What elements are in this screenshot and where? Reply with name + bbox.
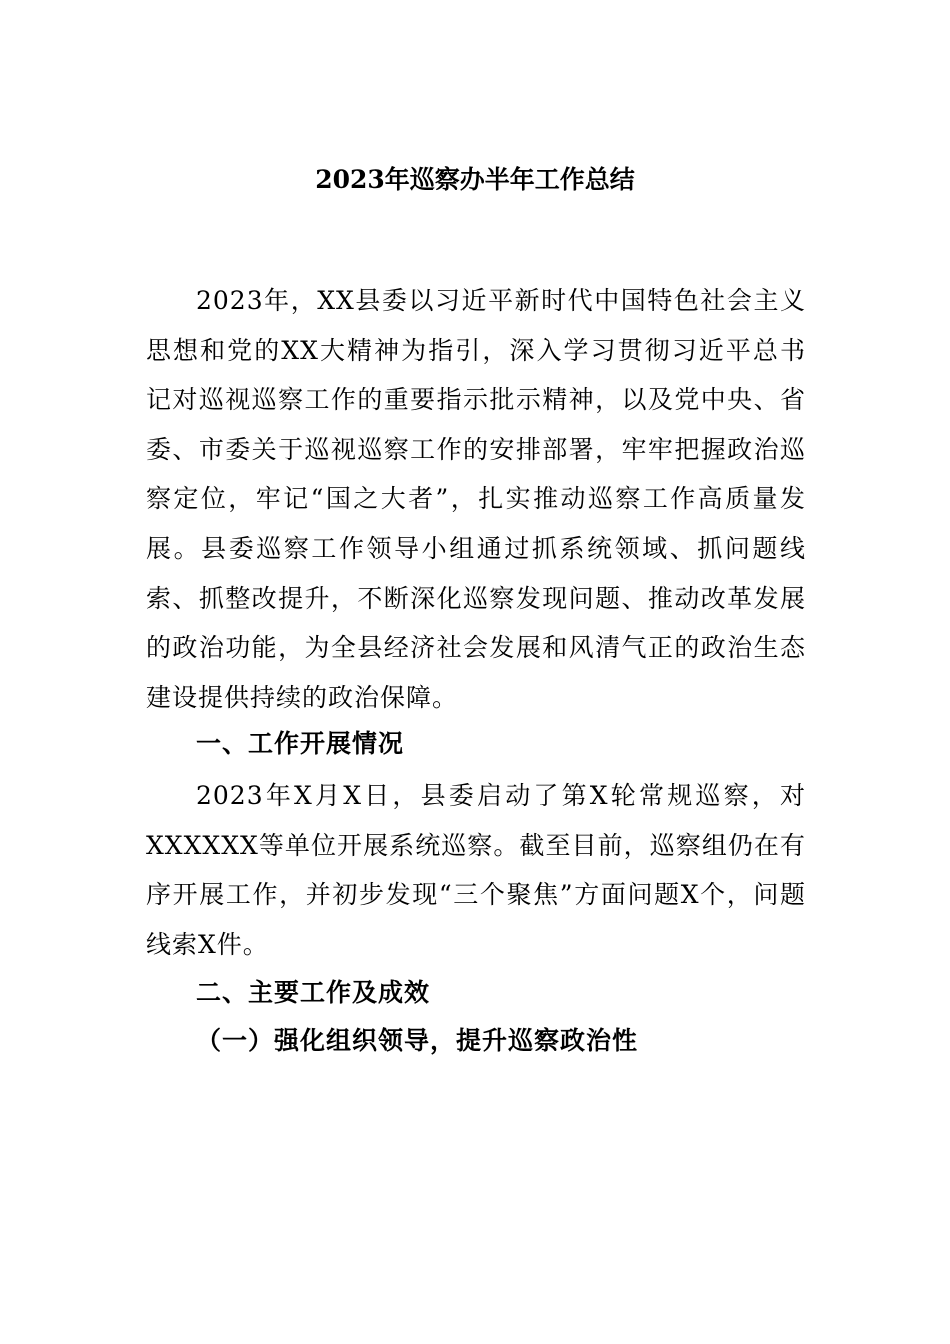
paragraph-work-status: 2023年X月X日，县委启动了第X轮常规巡察，对XXXXXX等单位开展系统巡察。截至目前，巡察组仍在有序开展工作，并初步发现“三个聚焦”方面问题X个，问题线索X件。 [146,781,806,959]
document-title: 2023年巡察办半年工作总结 [315,165,635,194]
section-heading-main-work: 二、主要工作及成效 [196,978,431,1007]
subsection-heading-leadership: （一）强化组织领导，提升巡察政治性 [196,1026,639,1055]
paragraph-intro: 2023年，XX县委以习近平新时代中国特色社会主义思想和党的XX大精神为指引，深入学习贯彻习近平总书记对巡视巡察工作的重要指示批示精神，以及党中央、省委、市委关于巡视巡察工作的安排部署，牢牢把握政治巡察定位，牢记“国之大者”，扎实推动巡察工作高质量发展。县委巡察工作领导小组通过抓系统领域、抓问题线索、抓整改提升，不断深化巡察发现问题、推动改革发展的政治功能，为全县经济社会发展和风清气正的政治生态建设提供持续的政治保障。 [146,286,806,712]
section-heading-work-status: 一、工作开展情况 [196,729,405,758]
